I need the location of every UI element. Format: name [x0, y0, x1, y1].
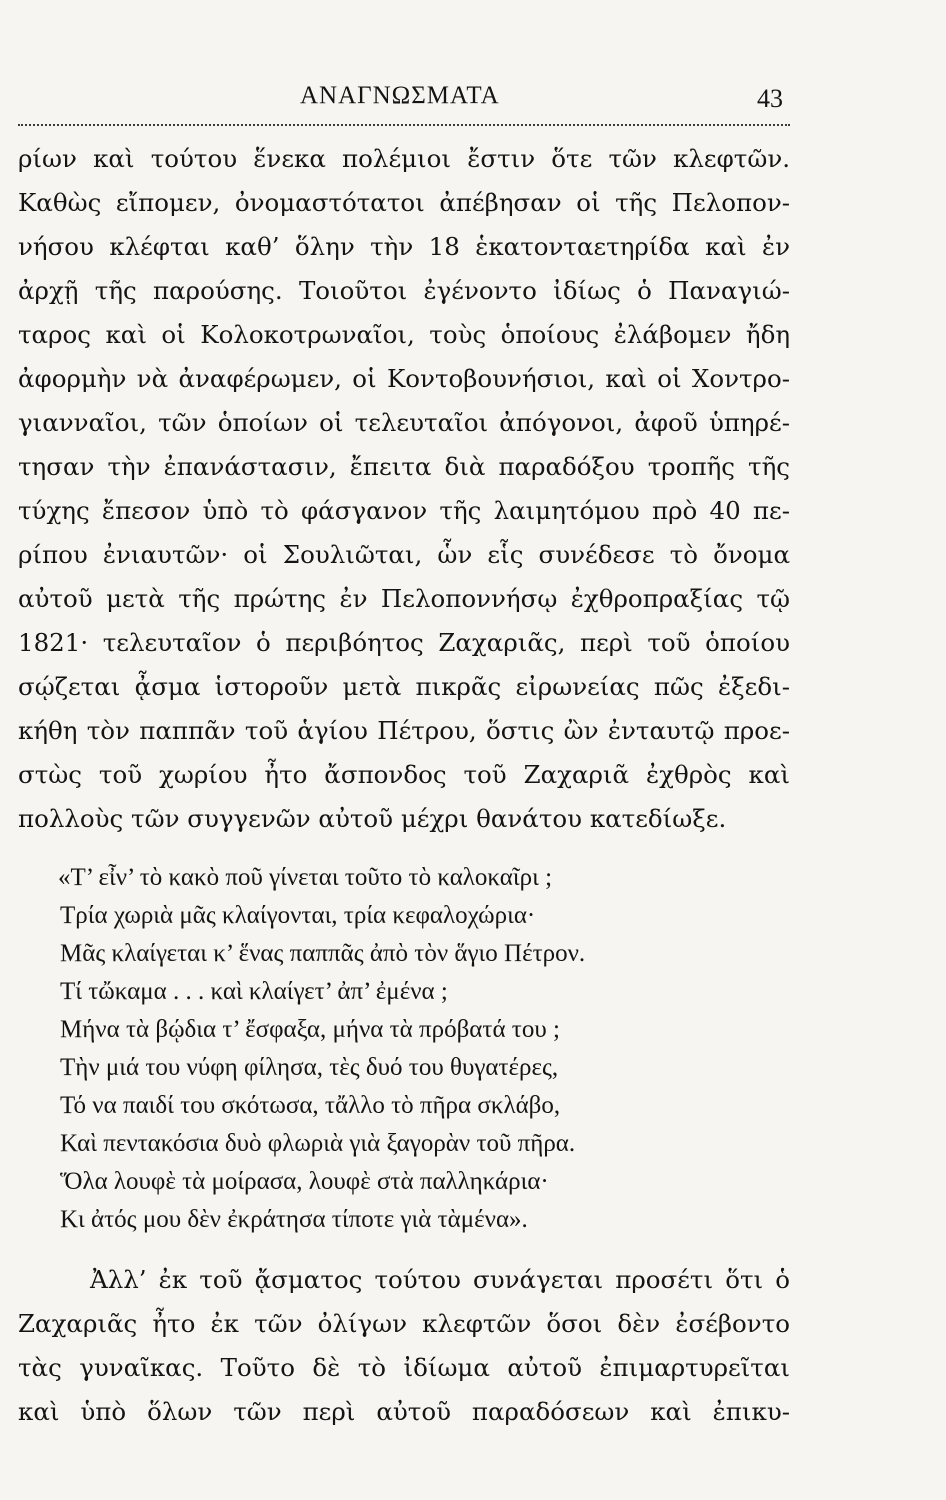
text-line: ρίων καὶ τούτου ἕνεκα πολέμιοι ἔστιν ὅτε τῶν κλεφτῶν. — [18, 144, 790, 173]
text-line: ρίπου ἐνιαυτῶν· οἱ Σουλιῶται, ὧν εἷς συνέδεσε τὸ ὄνομα — [18, 540, 790, 569]
verse-line: Τί τὤκαμα . . . καὶ κλαίγετ’ ἀπ’ ἐμένα ; — [60, 978, 448, 1005]
running-title: ΑΝΑΓΝΩΣΜΑΤΑ — [300, 82, 500, 109]
verse-line: Καὶ πεντακόσια δυὸ φλωριὰ γιὰ ξαγορὰν τοῦ πῆρα. — [60, 1130, 576, 1157]
verse-line: Μήνα τὰ βῴδια τ’ ἔσφαξα, μήνα τὰ πρόβατά του ; — [60, 1016, 560, 1043]
text-line: πολλοὺς τῶν συγγενῶν αὐτοῦ μέχρι θανάτου κατεδίωξε. — [18, 804, 727, 833]
text-line: τὰς γυναῖκας. Τοῦτο δὲ τὸ ἰδίωμα αὐτοῦ ἐπιμαρτυρεῖται — [18, 1353, 790, 1382]
header-rule — [18, 124, 790, 126]
text-line: κήθη τὸν παππᾶν τοῦ ἁγίου Πέτρου, ὅστις ὢν ἐνταυτῷ προε- — [18, 716, 790, 745]
page-number: 43 — [757, 84, 783, 113]
text-line: Ζαχαριᾶς ἦτο ἐκ τῶν ὀλίγων κλεφτῶν ὅσοι δὲν ἐσέβοντο — [18, 1309, 790, 1338]
verse-line: Τὴν μιά του νύφη φίλησα, τὲς δυό του θυγατέρες, — [60, 1054, 559, 1081]
text-line: Ἀλλ’ ἐκ τοῦ ᾄσματος τούτου συνάγεται προσέτι ὅτι ὁ — [90, 1265, 790, 1294]
verse-line: Μᾶς κλαίγεται κ’ ἕνας παππᾶς ἀπὸ τὸν ἅγιο Πέτρον. — [60, 940, 586, 967]
text-line: Καθὼς εἴπομεν, ὀνομαστότατοι ἀπέβησαν οἱ τῆς Πελοπον- — [18, 188, 790, 217]
text-line: 1821· τελευταῖον ὁ περιβόητος Ζαχαριᾶς, περὶ τοῦ ὁποίου — [18, 628, 790, 657]
text-line: ἀρχῇ τῆς παρούσης. Τοιοῦτοι ἐγένοντο ἰδίως ὁ Παναγιώ- — [18, 276, 790, 305]
verse-line: Τό να παιδί του σκότωσα, τἄλλο τὸ πῆρα σκλάβο, — [60, 1092, 561, 1119]
text-line: τησαν τὴν ἐπανάστασιν, ἔπειτα διὰ παραδόξου τροπῆς τῆς — [18, 452, 790, 481]
text-line: νήσου κλέφται καθ’ ὅλην τὴν 18 ἑκατονταετηρίδα καὶ ἐν — [18, 232, 790, 261]
text-line: σῴζεται ᾆσμα ἱστοροῦν μετὰ πικρᾶς εἰρωνείας πῶς ἐξεδι- — [18, 672, 790, 701]
text-line: γιανναῖοι, τῶν ὁποίων οἱ τελευταῖοι ἀπόγονοι, ἀφοῦ ὑπηρέ- — [18, 408, 790, 437]
verse-line: «Τ’ εἶν’ τὸ κακὸ ποῦ γίνεται τοῦτο τὸ καλοκαῖρι ; — [58, 864, 553, 891]
text-line: αὐτοῦ μετὰ τῆς πρώτης ἐν Πελοποννήσῳ ἐχθροπραξίας τῷ — [18, 584, 790, 613]
text-line: στὼς τοῦ χωρίου ἦτο ἄσπονδος τοῦ Ζαχαριᾶ ἐχθρὸς καὶ — [18, 760, 790, 789]
verse-line: Τρία χωριὰ μᾶς κλαίγονται, τρία κεφαλοχώρια· — [60, 902, 536, 929]
text-line: ταρος καὶ οἱ Κολοκοτρωναῖοι, τοὺς ὁποίους ἐλάβομεν ἤδη — [18, 320, 790, 349]
verse-line: Ὅλα λουφὲ τὰ μοίρασα, λουφὲ στὰ παλληκάρια· — [60, 1168, 549, 1195]
text-line: τύχης ἔπεσον ὑπὸ τὸ φάσγανον τῆς λαιμητόμου πρὸ 40 πε- — [18, 496, 790, 525]
verse-line: Κι ἀτός μου δὲν ἐκράτησα τίποτε γιὰ τὰμένα». — [60, 1206, 528, 1233]
text-line: ἀφορμὴν νὰ ἀναφέρωμεν, οἱ Κοντοβουνήσιοι, καὶ οἱ Χοντρο- — [18, 364, 790, 393]
text-line: καὶ ὑπὸ ὅλων τῶν περὶ αὐτοῦ παραδόσεων καὶ ἐπικυ- — [18, 1397, 790, 1426]
